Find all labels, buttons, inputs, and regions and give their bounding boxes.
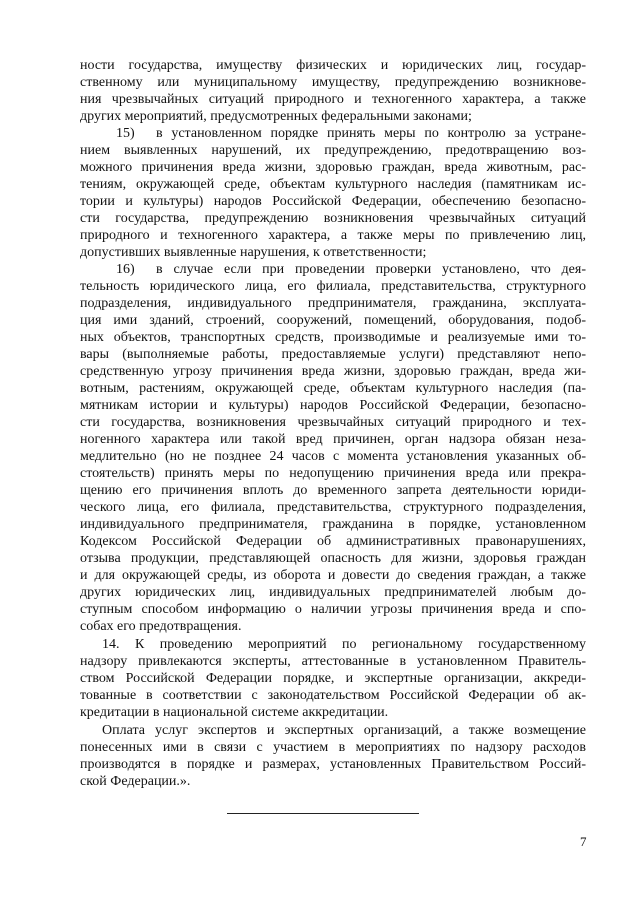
line-text: ция ими зданий, строений, сооружений, помещений, оборудования, подоб- [80,313,586,328]
text-line [80,550,586,567]
line-text: подразделения, индивидуального предпринимателя, гражданина, эксплуата- [80,296,586,311]
line-text: вотным, растениям, окружающей среде, объектам культурного наследия (па- [80,381,586,396]
line-text: понесенных ими в связи с участием в мероприятиях по надзору расходов [80,740,586,755]
text-line [80,516,586,533]
line-text: других мероприятий, предусмотренных федеральными законами; [80,109,472,124]
line-text: Оплата услуг экспертов и экспертных организаций, а также возмещение [102,723,586,738]
line-text: ногенного характера или такой вред причинен, орган надзора обязан неза- [80,432,586,447]
text-line [80,193,586,210]
line-text: тельность юридического лица, его филиала, представительства, структурного [80,279,586,294]
line-text: ством Российской Федерации порядке, и экспертные организации, аккреди- [80,671,586,686]
text-line [80,227,586,244]
line-text: в случае если при проведении проверки установлено, что дея- [156,262,586,277]
text-line [80,363,586,380]
text-line [80,91,586,108]
text-line [80,533,586,550]
line-text: допустивших выявленные нарушения, к ответственности; [80,245,427,260]
text-line [80,57,586,74]
line-text: 14. К проведению мероприятий по региональному государственному [102,637,586,652]
text-line [80,465,586,482]
text-line [80,584,586,601]
text-line [80,448,586,465]
line-text: нием выявленных нарушений, их предупреждению, предотвращению воз- [80,143,586,158]
line-text: медлительно (но не позднее 24 часов с момента установления указанных об- [80,449,586,464]
line-text: природного и техногенного характера, а также меры по привлечению лиц, [80,228,586,243]
text-line [80,312,586,329]
text-line [80,329,586,346]
line-text: ской Федерации.». [80,774,191,789]
text-line [80,722,586,739]
line-text: средственную угрозу причинения вреда жизни, здоровью граждан, вреда жи- [80,364,586,379]
text-line [80,108,586,125]
line-text: ческого лица, его филиала, представительства, структурного подразделения, [80,500,586,515]
list-item-number: 15) [116,126,135,141]
text-line [80,499,586,516]
line-text: в установленном порядке принять меры по контролю за устране- [156,126,586,141]
text-line [80,756,586,773]
line-text: можного причинения вреда жизни, здоровью граждан, вреда животным, рас- [80,160,586,175]
text-line [80,482,586,499]
text-line [80,397,586,414]
line-text: Кодексом Российской Федерации об административных правонарушениях, [80,534,586,549]
text-line [80,380,586,397]
text-line [80,704,586,721]
line-text: вары (выполняемые работы, предоставляемые услуги) представляют непо- [80,347,586,362]
document-body [80,57,586,790]
list-item-number: 16) [116,262,135,277]
line-text: тениям, окружающей среде, объектам культурного наследия (памятникам ис- [80,177,586,192]
line-text: ных объектов, транспортных средств, производимые и реализуемые ими то- [80,330,586,345]
line-text: тории и культуры) народов Российской Федерации, обеспечению безопасно- [80,194,586,209]
line-text: надзору привлекаются эксперты, аттестованные в установленном Правитель- [80,654,586,669]
line-text: других юридических лиц, индивидуальных предпринимателей любым до- [80,585,586,600]
text-line [80,244,586,261]
text-line [80,159,586,176]
line-text: сти государства, предупреждению возникновения чрезвычайных ситуаций [80,211,586,226]
separator-line [227,813,419,814]
text-line [80,261,586,278]
line-text: индивидуального предпринимателя, гражданина в порядке, установленном [80,517,586,532]
text-line [80,601,586,618]
text-line [80,414,586,431]
text-line [80,431,586,448]
line-text: ния чрезвычайных ситуаций природного и техногенного характера, а также [80,92,586,107]
line-text: ступным способом информацию о наличии угрозы причинения вреда и спо- [80,602,586,617]
text-line [80,739,586,756]
text-line [80,74,586,91]
page-number: 7 [580,834,587,849]
line-text: кредитации в национальной системе аккредитации. [80,705,389,720]
line-text: ности государства, имуществу физических и юридических лиц, государ- [80,58,586,73]
line-text: тованные в соответствии с законодательством Российской Федерации об ак- [80,688,586,703]
line-text: сти государства, возникновения чрезвычайных ситуаций природного и тех- [80,415,586,430]
text-line [80,295,586,312]
text-line [80,567,586,584]
line-text: производятся в порядке и размерах, установленных Правительством Россий- [80,757,586,772]
text-line [80,773,586,790]
line-text: щению его причинения вплоть до временного запрета деятельности юриди- [80,483,586,498]
line-text: отзыва продукции, представляющей опасность для жизни, здоровья граждан [80,551,586,566]
text-line [80,210,586,227]
text-line [80,176,586,193]
text-line [80,636,586,653]
text-line [80,618,586,635]
line-text: и для окружающей среды, из оборота и довести до сведения граждан, а также [80,568,586,583]
line-text: собах его предотвращения. [80,619,242,634]
text-line [80,346,586,363]
text-line [80,142,586,159]
text-line [80,125,586,142]
text-line [80,670,586,687]
text-line [80,278,586,295]
line-text: стоятельств) принять меры по недопущению причинения вреда или прекра- [80,466,586,481]
text-line [80,653,586,670]
text-line [80,687,586,704]
line-text: мятникам истории и культуры) народов Российской Федерации, безопасно- [80,398,586,413]
line-text: ственному или муниципальному имуществу, предупреждению возникнове- [80,75,586,90]
